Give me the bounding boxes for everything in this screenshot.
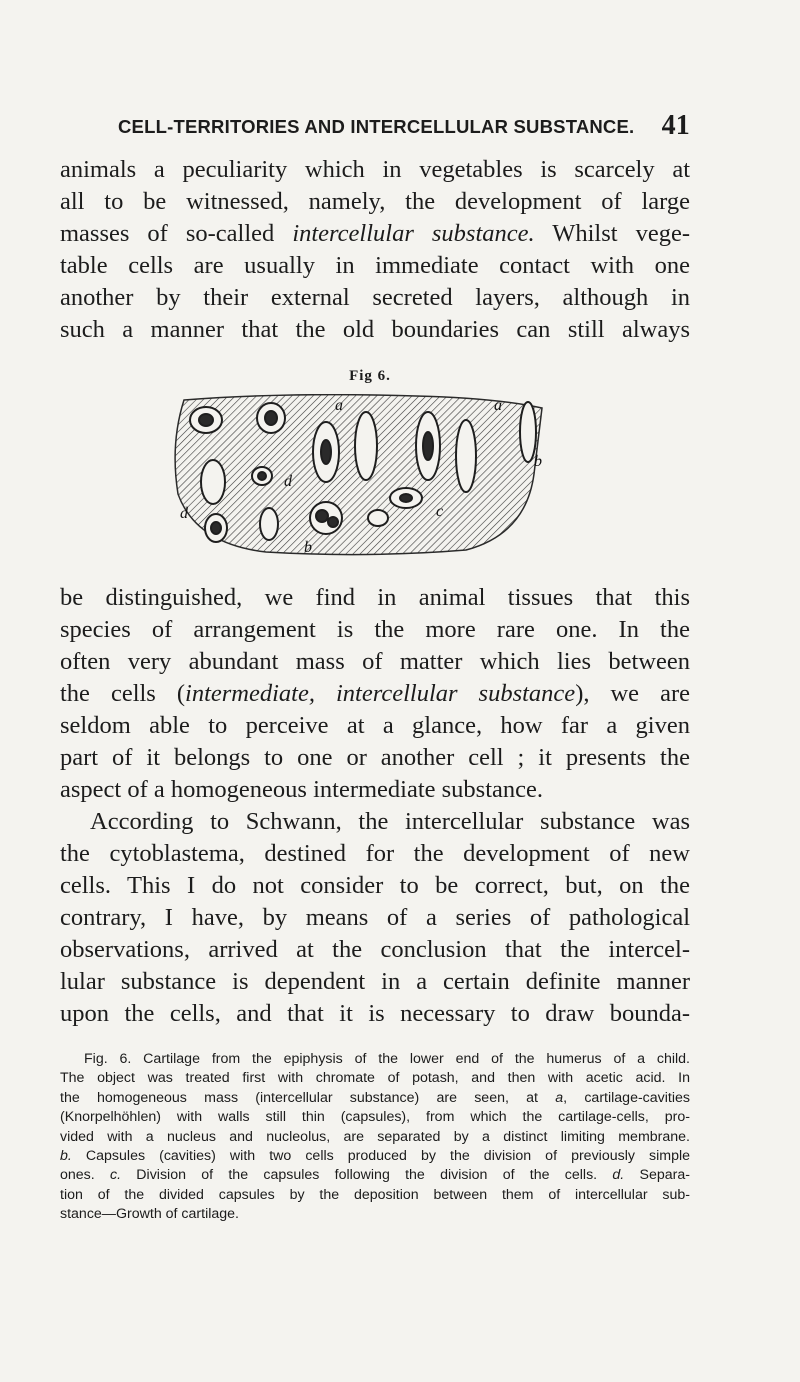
text-line: species of arrangement is the more rare one. In the [60,616,690,643]
figure-letter: d [284,473,292,490]
text-line: animals a peculiarity which in vegetables is scarcely at [60,156,690,183]
text-line: lular substance is dependent in a certain definite manner [60,968,690,995]
caption-line: b. Capsules (cavities) with two cells produced by the division of previously simple [60,1148,690,1165]
figure-letter: b [534,453,542,470]
caption-line: (Knorpelhöhlen) with walls still thin (capsules), from which the cartilage-cells, pro- [60,1109,690,1126]
text-line: upon the cells, and that it is necessary to draw bounda- [60,1000,690,1027]
cell-nucleus [328,517,338,527]
cell-nucleus [265,411,277,425]
caption-line: vided with a nucleus and nucleolus, are separated by a distinct limiting membrane. [60,1128,690,1145]
cell-capsule [260,508,278,540]
cell-nucleus [258,472,266,480]
text-line: the cells (intermediate, intercellular substance), we are [60,680,690,707]
text-line: often very abundant mass of matter which lies between [60,648,690,675]
cell-capsule [368,510,388,526]
text-line: such a manner that the old boundaries can still always [60,316,690,343]
text-line: part of it belongs to one or another cell ; it presents the [60,744,690,771]
cell-nucleus [199,414,213,426]
figure-letter: d [180,505,188,522]
text-line: seldom able to perceive at a glance, how far a given [60,712,690,739]
text-line: aspect of a homogeneous intermediate substance. [60,776,544,803]
text-line: observations, arrived at the conclusion that the intercel- [60,936,690,963]
paragraph-3 [60,806,690,1030]
cell-capsule [201,460,225,504]
figure-letter: a [494,397,502,414]
text-line: another by their external secreted layers, although in [60,284,690,311]
cell-capsule [456,420,476,492]
caption-line: Fig. 6. Cartilage from the epiphysis of the lower end of the humerus of a child. [84,1051,690,1067]
text-line: contrary, I have, by means of a series of pathological [60,904,690,931]
text-line: table cells are usually in immediate contact with one [60,252,690,279]
text-line: the cytoblastema, destined for the development of new [60,840,690,867]
text-line: cells. This I do not consider to be correct, but, on the [60,872,690,899]
cell-nucleus [211,522,221,534]
caption-line: the homogeneous mass (intercellular substance) are seen, at a, cartilage-cavities [60,1089,690,1106]
italic-term: intercellular substance. [292,220,535,247]
text-line: be distinguished, we find in animal tissues that this [60,584,690,611]
cell-capsule [355,412,377,480]
running-head-title: CELL-TERRITORIES AND INTERCELLULAR SUBSTANCE. [118,116,635,137]
paragraph-1 [60,154,690,346]
text-line: According to Schwann, the intercellular substance was [90,808,690,835]
figure-letter: a [335,397,343,414]
text-line: masses of so-called intercellular substance. Whilst vege- [60,220,690,247]
italic-term: intermediate, intercellular substance [185,680,576,707]
cell-nucleus [321,440,331,464]
running-head [118,110,690,140]
cell-nucleus [400,494,412,502]
figure-letter: c [436,503,444,520]
caption-line: stance—Growth of cartilage. [60,1206,239,1223]
cell-nucleus [423,432,433,460]
page-number: 41 [661,110,690,141]
text-line: all to be witnessed, namely, the development of large [60,188,690,215]
cell-nucleus [316,510,328,522]
paragraph-2 [60,582,690,806]
figure-label: Fig 6. [349,368,391,384]
cartilage-figure [166,394,546,556]
caption-line: The object was treated first with chromate of potash, and then with acetic acid. In [60,1070,690,1087]
caption-line: tion of the divided capsules by the deposition between them of intercellular sub- [60,1186,690,1203]
figure-letter: b [304,539,312,556]
caption-line: ones. c. Division of the capsules following the division of the cells. d. Separa- [60,1167,690,1184]
figure-caption [60,1050,690,1225]
